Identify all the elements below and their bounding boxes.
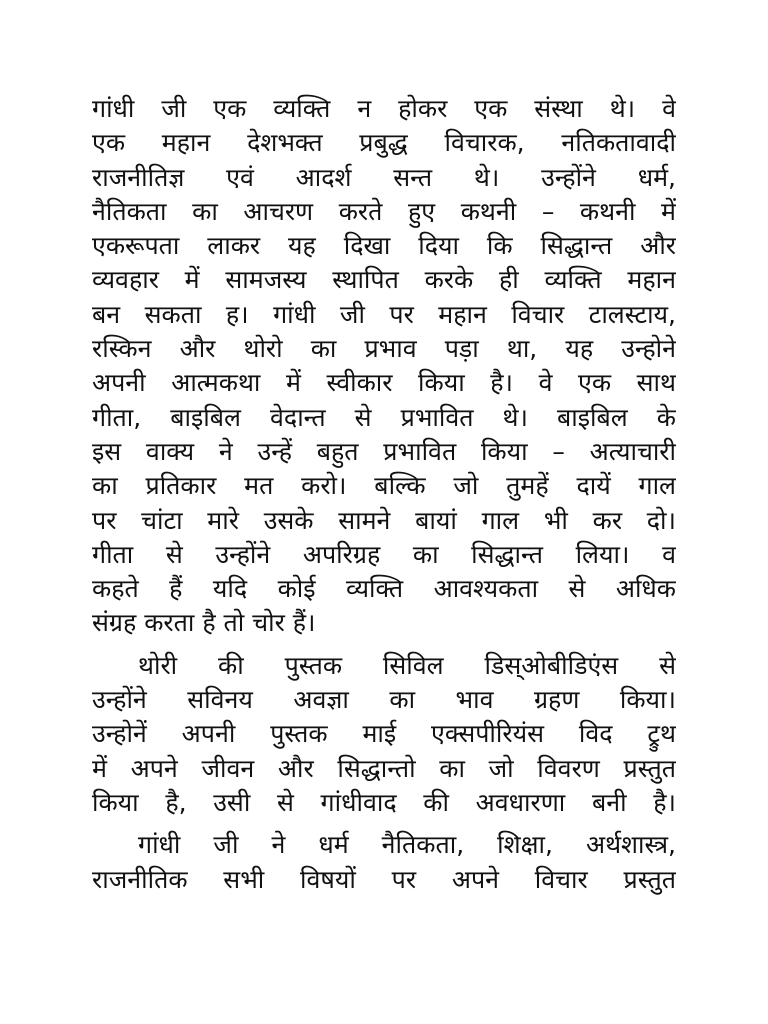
paragraph-gap [92,820,676,828]
text-line: इस वाक्य ने उन्हें बहुत प्रभावित किया – अत्याचारी [92,436,676,466]
text-line: नैतिकता का आचरण करते हुए कथनी – कथनी में [92,196,676,226]
paragraph-gap [92,641,676,649]
body-text [92,92,676,897]
text-line: गांधी जी ने धर्म नैतिकता, शिक्षा, अर्थशास्त्र, [138,830,676,860]
text-line: अपनी आत्मकथा में स्वीकार किया है। वे एक साथ [92,368,676,398]
paragraph-2 [92,649,676,820]
text-line: राजनीतिक सभी विषयों पर अपने विचार प्रस्तुत [92,864,676,894]
text-line: थोरी की पुस्तक सिविल डिस्ओबीडिएंस से [138,650,676,680]
text-line: गीता से उन्होंने अपरिग्रह का सिद्धान्त लिया। व [92,539,676,569]
text-line: उन्होनें अपनी पुस्तक माई एक्सपीरियंस विद ट्रुथ [92,719,676,749]
text-line: एकरूपता लाकर यह दिखा दिया कि सिद्धान्त और [92,231,676,261]
text-line: रस्किन और थोरो का प्रभाव पड़ा था, यह उन्होने [92,334,676,364]
text-line: पर चांटा मारे उसके सामने बायां गाल भी कर दो। [92,505,676,535]
text-line: में अपने जीवन और सिद्धान्तो का जो विवरण प्रस्तुत [92,753,676,783]
text-line: संग्रह करता है तो चोर हैं। [92,608,316,638]
text-line: व्यवहार में सामजस्य स्थापित करके ही व्यक्ति महान [92,265,676,295]
text-line: राजनीतिज्ञ एवं आदर्श सन्त थे। उन्होंने धर्म, [92,162,676,192]
text-line: गांधी जी एक व्यक्ति न होकर एक संस्था थे। वे [92,94,676,123]
text-line: किया है, उसी से गांधीवाद की अवधारणा बनी है। [92,787,676,817]
paragraph-1 [92,92,676,641]
text-line: उन्होंने सविनय अवज्ञा का भाव ग्रहण किया। [92,685,676,715]
text-line: का प्रतिकार मत करो। बल्कि जो तुमहें दायें गाल [92,471,676,501]
text-line: एक महान देशभक्त प्रबुद्ध विचारक, नतिकतावादी [92,128,676,158]
text-line: बन सकता ह। गांधी जी पर महान विचार टालस्टाय, [92,299,676,329]
text-line: कहते हैं यदि कोई व्यक्ति आवश्यकता से अधिक [92,574,676,604]
text-line: गीता, बाइबिल वेदान्त से प्रभावित थे। बाइबिल के [92,402,676,432]
paragraph-3 [92,828,676,897]
